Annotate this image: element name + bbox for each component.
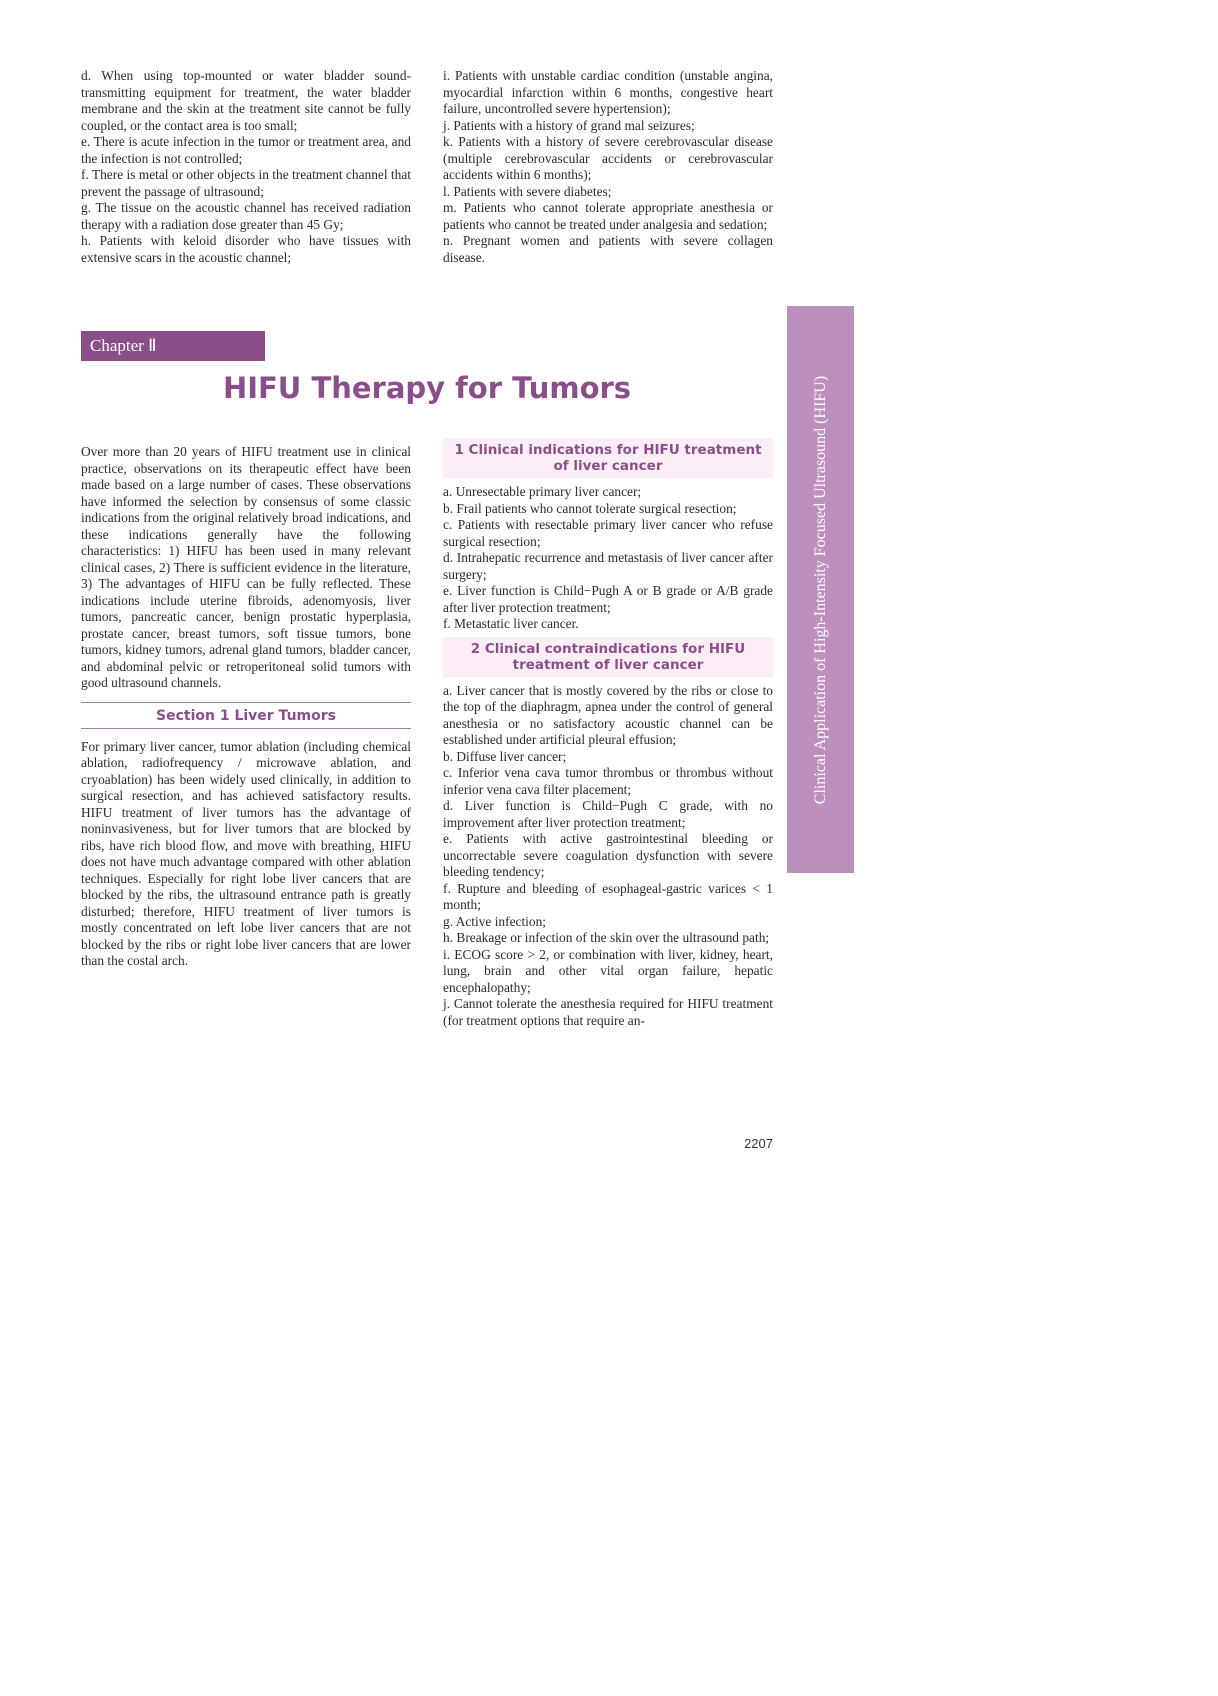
contraindications-heading: 2 Clinical contraindications for HIFU treatment of liver cancer bbox=[443, 637, 773, 677]
list-item: j. Cannot tolerate the anesthesia required for HIFU treatment (for treatment options that require an- bbox=[443, 996, 773, 1028]
list-item: h. Patients with keloid disorder who have tissues with extensive scars in the acoustic channel; bbox=[81, 233, 411, 265]
list-item: d. Liver function is Child−Pugh C grade, with no improvement after liver protection treatment; bbox=[443, 798, 773, 830]
list-item: f. There is metal or other objects in the treatment channel that prevent the passage of ultrasound; bbox=[81, 167, 411, 199]
list-item: a. Liver cancer that is mostly covered by the ribs or close to the top of the diaphragm, apnea under the control of general anesthesia or no satisfactory acoustic channel can be established under artificial pleural effusion; bbox=[443, 682, 773, 747]
list-item: f. Rupture and bleeding of esophageal-gastric varices < 1 month; bbox=[443, 880, 773, 912]
list-item: g. The tissue on the acoustic channel has received radiation therapy with a radiation dose greater than 45 Gy; bbox=[81, 200, 411, 232]
indications-heading: 1 Clinical indications for HIFU treatment of liver cancer bbox=[443, 438, 773, 478]
list-item: a. Unresectable primary liver cancer; bbox=[443, 484, 642, 499]
list-item: n. Pregnant women and patients with severe collagen disease. bbox=[443, 233, 773, 265]
list-item: d. Intrahepatic recurrence and metastasis of liver cancer after surgery; bbox=[443, 550, 773, 582]
chapter-label: Chapter Ⅱ bbox=[81, 331, 265, 361]
contraindications-continued-left bbox=[81, 68, 411, 266]
list-item: j. Patients with a history of grand mal seizures; bbox=[443, 117, 695, 133]
right-column bbox=[443, 438, 773, 1029]
contraindications-continued-right bbox=[443, 68, 773, 266]
list-item: c. Patients with resectable primary liver cancer who refuse surgical resection; bbox=[443, 517, 773, 549]
list-item: e. There is acute infection in the tumor or treatment area, and the infection is not controlled; bbox=[81, 134, 411, 166]
list-item: k. Patients with a history of severe cerebrovascular disease (multiple cerebrovascular accidents or cerebrovascular accidents within 6 months); bbox=[443, 134, 773, 182]
list-item: g. Active infection; bbox=[443, 913, 547, 929]
chapter-title: HIFU Therapy for Tumors bbox=[222, 371, 632, 405]
page-number: 2207 bbox=[744, 1136, 773, 1151]
side-tab-label: Clinical Application of High-Intensity Focused Ultrasound (HIFU) bbox=[811, 375, 829, 804]
left-column bbox=[81, 444, 411, 970]
section-paragraph: For primary liver cancer, tumor ablation (including chemical ablation, radiofrequency / microwave ablation, and cryoablation) has been widely used clinically, in addition to surgical resection, and has achieved satisfactory results. HIFU treatment of liver tumors has the advantage of noninvasiveness, but for liver tumors that are blocked by ribs, have rich blood flow, and move with breathing, HIFU does not have much advantage compared with other ablation techniques. Especially for right lobe liver cancers that are blocked by the ribs, the ultrasound entrance path is greatly disturbed; therefore, HIFU treatment of liver tumors is mostly concentrated on left lobe liver cancers that are not blocked by the ribs or right lobe liver cancers that are lower than the costal arch. bbox=[81, 738, 411, 968]
list-item: e. Patients with active gastrointestinal bleeding or uncorrectable severe coagulation dysfunction with severe bleeding tendency; bbox=[443, 831, 773, 879]
list-item: e. Liver function is Child−Pugh A or B grade or A/B grade after liver protection treatment; bbox=[443, 583, 773, 615]
list-item: f. Metastatic liver cancer. bbox=[443, 616, 579, 631]
list-item: d. When using top-mounted or water bladder sound-transmitting equipment for treatment, the water bladder membrane and the skin at the treatment site cannot be fully coupled, or the contact area is too small; bbox=[81, 68, 411, 133]
list-item: b. Diffuse liver cancer; bbox=[443, 748, 567, 764]
side-tab bbox=[787, 306, 854, 873]
list-item: h. Breakage or infection of the skin over the ultrasound path; bbox=[443, 930, 770, 945]
list-item: l. Patients with severe diabetes; bbox=[443, 183, 612, 199]
list-item: c. Inferior vena cava tumor thrombus or thrombus without inferior vena cava filter placement; bbox=[443, 765, 773, 797]
section-heading: Section 1 Liver Tumors bbox=[81, 702, 411, 729]
list-item: i. ECOG score > 2, or combination with liver, kidney, heart, lung, brain and other vital organ failure, hepatic encephalopathy; bbox=[443, 946, 773, 995]
intro-paragraph: Over more than 20 years of HIFU treatment use in clinical practice, observations on its therapeutic effect have been made based on a large number of cases. These observations have informed the selection by consensus of some classic indications from the original relatively broad indications, and these indications generally have the following characteristics: 1) HIFU has been used in many relevant clinical cases, 2) There is sufficient evidence in the literature, 3) The advantages of HIFU can be fully reflected. These indications include uterine fibroids, adenomyosis, liver tumors, pancreatic cancer, benign prostatic hyperplasia, prostate cancer, breast tumors, soft tissue tumors, bone tumors, kidney tumors, adrenal gland tumors, bladder cancer, and abdominal pelvic or retroperitoneal solid tumors with good ultrasound channels. bbox=[81, 444, 411, 690]
list-item: m. Patients who cannot tolerate appropriate anesthesia or patients who cannot be treated under analgesia and sedation; bbox=[443, 200, 773, 232]
list-item: i. Patients with unstable cardiac condition (unstable angina, myocardial infarction within 6 months, congestive heart failure, uncontrolled severe hypertension); bbox=[443, 68, 773, 116]
list-item: b. Frail patients who cannot tolerate surgical resection; bbox=[443, 500, 737, 516]
